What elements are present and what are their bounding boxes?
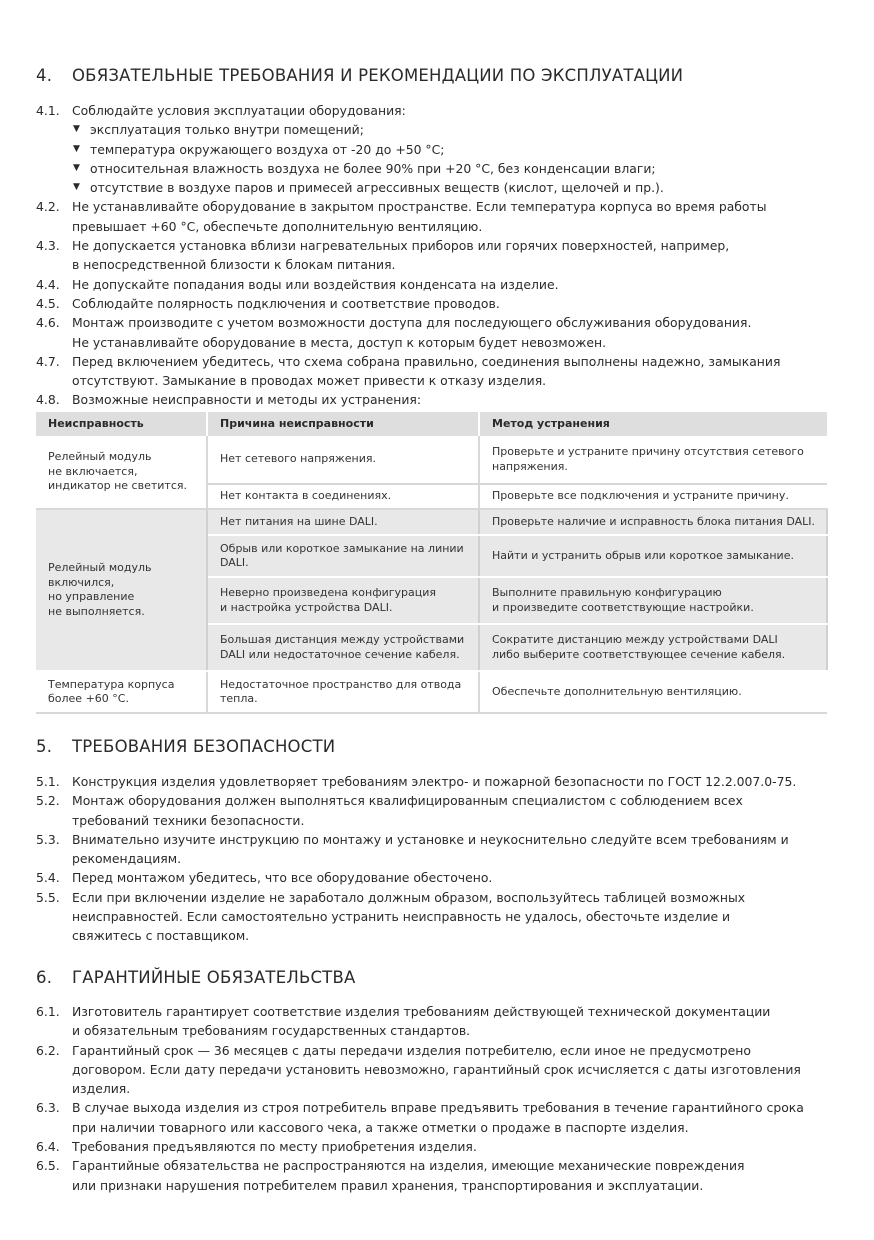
item-number: 5.3. xyxy=(36,831,60,847)
triangle-bullet-icon: ▼ xyxy=(73,162,80,173)
list-item-5-5: 5.5. Если при включении изделие не заработало должным образом, воспользуйтесь таблицей возможных неисправностей. Если самостоятельно устранить неисправность не удалось, обесточьте изделие и свяжитесь с поставщиком. xyxy=(36,888,836,946)
list-item-5-2: 5.2. Монтаж оборудования должен выполняться квалифицированным специалистом с соблюдением всех требований техники безопасности. xyxy=(36,791,836,830)
list-item-5-3: 5.3. Внимательно изучите инструкцию по монтажу и установке и неукоснительно следуйте всем требованиям и рекомендациям. xyxy=(36,830,836,869)
list-item-6-5: 6.5. Гарантийные обязательства не распространяются на изделия, имеющие механические повреждения или признаки нарушения потребителем правил хранения, транспортирования и эксплуатации. xyxy=(36,1156,836,1195)
list-item-5-4: 5.4. Перед монтажом убедитесь, что все оборудование обесточено. xyxy=(36,868,836,887)
section-6-heading xyxy=(36,968,355,987)
fix-cell: Сократите дистанцию между устройствами DALI либо выберите соответствующее сечение кабеля. xyxy=(479,624,827,671)
item-number: 4.8. xyxy=(36,392,60,408)
list-item-5-1: 5.1. Конструкция изделия удовлетворяет требованиям электро- и пожарной безопасности по ГОСТ 12.2.007.0-75. xyxy=(36,772,836,791)
fix-cell: Обеспечьте дополнительную вентиляцию. xyxy=(479,671,827,713)
item-number: 4.2. xyxy=(36,199,60,215)
item-number: 6.4. xyxy=(36,1139,60,1155)
triangle-bullet-icon: ▼ xyxy=(73,124,80,135)
list-item-4-3: 4.3. Не допускается установка вблизи нагревательных приборов или горячих поверхностей, например, в непосредственной близости к блокам питания. xyxy=(36,236,836,275)
section-number: 5. xyxy=(36,737,53,756)
item-number: 5.1. xyxy=(36,774,60,789)
cause-cell: Нет питания на шине DALI. xyxy=(207,509,479,535)
bullet-item: ▼ относительная влажность воздуха не более 90% при +20 °С, без конденсации влаги; xyxy=(72,159,836,178)
item-number: 6.2. xyxy=(36,1042,60,1058)
table-row xyxy=(36,436,827,484)
item-number: 4.4. xyxy=(36,276,60,292)
item-number: 4.3. xyxy=(36,238,60,254)
bullet-item: ▼ эксплуатация только внутри помещений; xyxy=(72,120,836,139)
fix-cell: Проверьте все подключения и устраните причину. xyxy=(479,484,827,509)
section-4-heading xyxy=(36,66,683,85)
table-header-row xyxy=(36,412,827,436)
item-number: 4.5. xyxy=(36,295,60,311)
section-4-list xyxy=(36,101,836,410)
fix-cell: Выполните правильную конфигурацию и произведите соответствующие настройки. xyxy=(479,577,827,624)
item-number: 4.7. xyxy=(36,353,60,369)
cause-cell: Нет контакта в соединениях. xyxy=(207,484,479,509)
item-number: 5.5. xyxy=(36,889,60,905)
section-number: 6. xyxy=(36,968,53,987)
cause-cell: Неверно произведена конфигурация и настройка устройства DALI. xyxy=(207,577,479,624)
table-row xyxy=(36,509,827,535)
section-5-list xyxy=(36,772,836,946)
list-item-4-7: 4.7. Перед включением убедитесь, что схема собрана правильно, соединения выполнены надежно, замыкания отсутствуют. Замыкание в проводах может привести к отказу изделия. xyxy=(36,352,836,391)
list-item-6-1: 6.1. Изготовитель гарантирует соответствие изделия требованиям действующей технической документации и обязательным требованиям государственных стандартов. xyxy=(36,1002,836,1041)
bullet-list xyxy=(72,120,836,197)
section-number: 4. xyxy=(36,66,53,85)
cause-cell: Обрыв или короткое замыкание на линии DALI. xyxy=(207,535,479,577)
list-item-4-8: 4.8. Возможные неисправности и методы их устранения: xyxy=(36,390,836,409)
bullet-item: ▼ температура окружающего воздуха от -20 до +50 °С; xyxy=(72,140,836,159)
item-number: 6.1. xyxy=(36,1004,60,1019)
list-item-4-5: 4.5. Соблюдайте полярность подключения и соответствие проводов. xyxy=(36,294,836,313)
triangle-bullet-icon: ▼ xyxy=(73,182,80,193)
cause-cell: Большая дистанция между устройствами DALI или недостаточное сечение кабеля. xyxy=(207,624,479,671)
item-text: Соблюдайте условия эксплуатации оборудования: xyxy=(72,103,406,118)
list-item-4-2: 4.2. Не устанавливайте оборудование в закрытом пространстве. Если температура корпуса во время работы превышает +60 °С, обеспечьте дополнительную вентиляцию. xyxy=(36,197,836,236)
table-header-fix: Метод устранения xyxy=(479,412,827,436)
list-item-6-2: 6.2. Гарантийный срок — 36 месяцев с даты передачи изделия потребителю, если иное не предусмотрено договором. Если дату передачи установить невозможно, гарантийный срок исчисляется с даты изготовления изделия. xyxy=(36,1041,836,1099)
section-title: ОБЯЗАТЕЛЬНЫЕ ТРЕБОВАНИЯ И РЕКОМЕНДАЦИИ ПО ЭКСПЛУАТАЦИИ xyxy=(72,66,684,85)
fix-cell: Проверьте и устраните причину отсутствия сетевого напряжения. xyxy=(479,436,827,484)
table-row xyxy=(36,671,827,713)
fault-cell: Релейный модуль включился, но управление не выполняется. xyxy=(36,509,207,671)
item-number: 4.6. xyxy=(36,315,60,331)
cause-cell: Недостаточное пространство для отвода тепла. xyxy=(207,671,479,713)
fix-cell: Найти и устранить обрыв или короткое замыкание. xyxy=(479,535,827,577)
item-number: 5.4. xyxy=(36,870,60,886)
item-number: 5.2. xyxy=(36,793,60,809)
triangle-bullet-icon: ▼ xyxy=(73,143,80,154)
list-item-6-4: 6.4. Требования предъявляются по месту приобретения изделия. xyxy=(36,1137,836,1156)
item-number: 6.3. xyxy=(36,1100,60,1116)
bullet-item: ▼ отсутствие в воздухе паров и примесей агрессивных веществ (кислот, щелочей и пр.). xyxy=(72,178,836,197)
list-item-6-3: 6.3. В случае выхода изделия из строя потребитель вправе предъявить требования в течение гарантийного срока при наличии товарного или кассового чека, а также отметки о продаже в паспорте изделия. xyxy=(36,1098,836,1137)
section-5-heading xyxy=(36,737,335,756)
section-title: ГАРАНТИЙНЫЕ ОБЯЗАТЕЛЬСТВА xyxy=(72,968,356,987)
table-header-fault: Неисправность xyxy=(36,412,207,436)
item-number: 4.1. xyxy=(36,103,60,118)
section-6-list xyxy=(36,1002,836,1195)
fix-cell: Проверьте наличие и исправность блока питания DALI. xyxy=(479,509,827,535)
list-item-4-6: 4.6. Монтаж производите с учетом возможности доступа для последующего обслуживания оборудования. Не устанавливайте оборудование в места, доступ к которым будет невозможен. xyxy=(36,313,836,352)
faults-table xyxy=(36,412,828,714)
cause-cell: Нет сетевого напряжения. xyxy=(207,436,479,484)
list-item-4-4: 4.4. Не допускайте попадания воды или воздействия конденсата на изделие. xyxy=(36,275,836,294)
item-number: 6.5. xyxy=(36,1158,60,1174)
fault-cell: Температура корпуса более +60 °С. xyxy=(36,671,207,713)
table-header-cause: Причина неисправности xyxy=(207,412,479,436)
fault-cell: Релейный модуль не включается, индикатор не светится. xyxy=(36,436,207,509)
list-item-4-1 xyxy=(36,101,836,197)
section-title: ТРЕБОВАНИЯ БЕЗОПАСНОСТИ xyxy=(72,737,336,756)
